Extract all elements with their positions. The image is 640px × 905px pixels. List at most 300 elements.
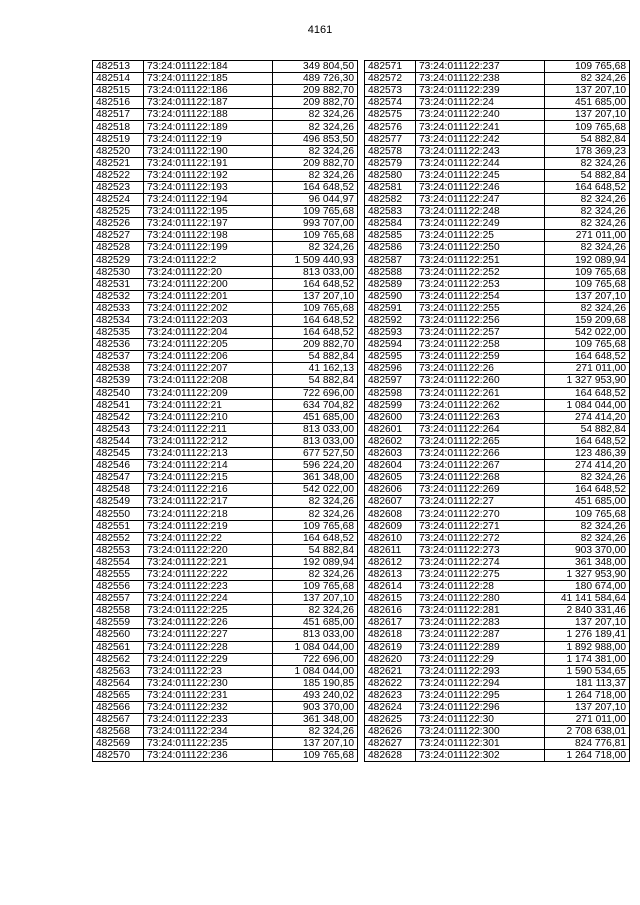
value-cell: 54 882,84 [545, 423, 630, 435]
table-row [365, 363, 630, 375]
value-cell: 361 348,00 [273, 472, 358, 484]
cadastral-number-cell: 73:24:011122:197 [144, 218, 273, 230]
table-row [93, 665, 358, 677]
value-cell: 361 348,00 [545, 556, 630, 568]
cadastral-number-cell: 73:24:011122:283 [416, 617, 545, 629]
value-cell: 209 882,70 [273, 85, 358, 97]
row-id-cell: 482530 [93, 266, 144, 278]
table-row [93, 61, 358, 73]
table-row [365, 73, 630, 85]
value-cell: 82 324,26 [273, 508, 358, 520]
row-id-cell: 482569 [93, 738, 144, 750]
cadastral-number-cell: 73:24:011122:296 [416, 701, 545, 713]
row-id-cell: 482556 [93, 581, 144, 593]
table-row [365, 544, 630, 556]
row-id-cell: 482531 [93, 278, 144, 290]
cadastral-number-cell: 73:24:011122:20 [144, 266, 273, 278]
value-cell: 1 327 953,90 [545, 568, 630, 580]
cadastral-number-cell: 73:24:011122:211 [144, 423, 273, 435]
cadastral-number-cell: 73:24:011122:234 [144, 726, 273, 738]
table-row [365, 218, 630, 230]
table-row [93, 85, 358, 97]
table-row [365, 556, 630, 568]
table-row [93, 641, 358, 653]
cadastral-number-cell: 73:24:011122:208 [144, 375, 273, 387]
table-row [93, 653, 358, 665]
row-id-cell: 482583 [365, 206, 416, 218]
table-row [93, 254, 358, 266]
table-row [365, 327, 630, 339]
cadastral-number-cell: 73:24:011122:228 [144, 641, 273, 653]
row-id-cell: 482595 [365, 351, 416, 363]
table-row [365, 738, 630, 750]
row-id-cell: 482514 [93, 73, 144, 85]
value-cell: 178 369,23 [545, 145, 630, 157]
cadastral-number-cell: 73:24:011122:235 [144, 738, 273, 750]
row-id-cell: 482610 [365, 532, 416, 544]
cadastral-number-cell: 73:24:011122:226 [144, 617, 273, 629]
cadastral-number-cell: 73:24:011122:206 [144, 351, 273, 363]
row-id-cell: 482513 [93, 61, 144, 73]
value-cell: 137 207,10 [545, 290, 630, 302]
cadastral-number-cell: 73:24:011122:214 [144, 460, 273, 472]
value-cell: 82 324,26 [545, 157, 630, 169]
value-cell: 82 324,26 [545, 206, 630, 218]
table-row [365, 290, 630, 302]
cadastral-number-cell: 73:24:011122:215 [144, 472, 273, 484]
value-cell: 82 324,26 [273, 568, 358, 580]
row-id-cell: 482552 [93, 532, 144, 544]
row-id-cell: 482565 [93, 689, 144, 701]
value-cell: 82 324,26 [273, 496, 358, 508]
cadastral-number-cell: 73:24:011122:225 [144, 605, 273, 617]
row-id-cell: 482593 [365, 327, 416, 339]
cadastral-number-cell: 73:24:011122:19 [144, 133, 273, 145]
row-id-cell: 482620 [365, 653, 416, 665]
value-cell: 109 765,68 [545, 278, 630, 290]
value-cell: 109 765,68 [273, 750, 358, 762]
cadastral-number-cell: 73:24:011122:240 [416, 109, 545, 121]
value-cell: 192 089,94 [273, 556, 358, 568]
table-row [365, 399, 630, 411]
row-id-cell: 482559 [93, 617, 144, 629]
cadastral-number-cell: 73:24:011122:27 [416, 496, 545, 508]
value-cell: 164 648,52 [545, 387, 630, 399]
value-cell: 82 324,26 [545, 242, 630, 254]
row-id-cell: 482597 [365, 375, 416, 387]
value-cell: 451 685,00 [545, 97, 630, 109]
row-id-cell: 482542 [93, 411, 144, 423]
cadastral-number-cell: 73:24:011122:247 [416, 194, 545, 206]
table-row [93, 363, 358, 375]
value-cell: 82 324,26 [545, 73, 630, 85]
value-cell: 82 324,26 [273, 242, 358, 254]
row-id-cell: 482534 [93, 314, 144, 326]
row-id-cell: 482567 [93, 714, 144, 726]
cadastral-number-cell: 73:24:011122:266 [416, 448, 545, 460]
value-cell: 274 414,20 [545, 460, 630, 472]
table-row [365, 448, 630, 460]
cadastral-number-cell: 73:24:011122:199 [144, 242, 273, 254]
cadastral-number-cell: 73:24:011122:281 [416, 605, 545, 617]
row-id-cell: 482602 [365, 435, 416, 447]
table-row [365, 677, 630, 689]
value-cell: 185 190,85 [273, 677, 358, 689]
value-cell: 137 207,10 [545, 85, 630, 97]
table-row [93, 520, 358, 532]
cadastral-number-cell: 73:24:011122:246 [416, 181, 545, 193]
table-row [93, 568, 358, 580]
value-cell: 109 765,68 [545, 121, 630, 133]
cadastral-number-cell: 73:24:011122:239 [416, 85, 545, 97]
cadastral-number-cell: 73:24:011122:204 [144, 327, 273, 339]
cadastral-number-cell: 73:24:011122:295 [416, 689, 545, 701]
cadastral-number-cell: 73:24:011122:250 [416, 242, 545, 254]
value-cell: 109 765,68 [273, 230, 358, 242]
row-id-cell: 482529 [93, 254, 144, 266]
cadastral-number-cell: 73:24:011122:251 [416, 254, 545, 266]
cadastral-number-cell: 73:24:011122:229 [144, 653, 273, 665]
table-row [365, 121, 630, 133]
row-id-cell: 482627 [365, 738, 416, 750]
table-row [93, 230, 358, 242]
table-row [365, 423, 630, 435]
table-row [365, 689, 630, 701]
value-cell: 159 209,68 [545, 314, 630, 326]
row-id-cell: 482538 [93, 363, 144, 375]
row-id-cell: 482600 [365, 411, 416, 423]
value-cell: 1 276 189,41 [545, 629, 630, 641]
table-row [365, 750, 630, 762]
cadastral-number-cell: 73:24:011122:280 [416, 593, 545, 605]
cadastral-number-cell: 73:24:011122:258 [416, 339, 545, 351]
row-id-cell: 482604 [365, 460, 416, 472]
row-id-cell: 482613 [365, 568, 416, 580]
table-row [93, 218, 358, 230]
value-cell: 109 765,68 [545, 266, 630, 278]
cadastral-number-cell: 73:24:011122:193 [144, 181, 273, 193]
value-cell: 1 264 718,00 [545, 689, 630, 701]
table-row [365, 714, 630, 726]
cadastral-number-cell: 73:24:011122:201 [144, 290, 273, 302]
value-cell: 164 648,52 [545, 435, 630, 447]
table-row [365, 387, 630, 399]
value-cell: 1 892 988,00 [545, 641, 630, 653]
row-id-cell: 482571 [365, 61, 416, 73]
cadastral-number-cell: 73:24:011122:244 [416, 157, 545, 169]
row-id-cell: 482619 [365, 641, 416, 653]
table-row [93, 460, 358, 472]
value-cell: 596 224,20 [273, 460, 358, 472]
table-row [93, 544, 358, 556]
cadastral-number-cell: 73:24:011122:248 [416, 206, 545, 218]
table-row [365, 568, 630, 580]
cadastral-number-cell: 73:24:011122:249 [416, 218, 545, 230]
cadastral-number-cell: 73:24:011122:238 [416, 73, 545, 85]
row-id-cell: 482598 [365, 387, 416, 399]
table-row [365, 629, 630, 641]
cadastral-number-cell: 73:24:011122:231 [144, 689, 273, 701]
table-row [93, 593, 358, 605]
table-row [365, 460, 630, 472]
row-id-cell: 482555 [93, 568, 144, 580]
row-id-cell: 482527 [93, 230, 144, 242]
cadastral-number-cell: 73:24:011122:186 [144, 85, 273, 97]
table-row [93, 629, 358, 641]
row-id-cell: 482611 [365, 544, 416, 556]
value-cell: 82 324,26 [273, 726, 358, 738]
value-cell: 1 509 440,93 [273, 254, 358, 266]
cadastral-number-cell: 73:24:011122:222 [144, 568, 273, 580]
row-id-cell: 482563 [93, 665, 144, 677]
value-cell: 722 696,00 [273, 387, 358, 399]
value-cell: 137 207,10 [545, 617, 630, 629]
row-id-cell: 482549 [93, 496, 144, 508]
value-cell: 54 882,84 [273, 351, 358, 363]
value-cell: 164 648,52 [545, 181, 630, 193]
value-cell: 109 765,68 [273, 206, 358, 218]
row-id-cell: 482608 [365, 508, 416, 520]
table-row [93, 266, 358, 278]
table-row [93, 302, 358, 314]
cadastral-number-cell: 73:24:011122:217 [144, 496, 273, 508]
row-id-cell: 482533 [93, 302, 144, 314]
table-row [365, 85, 630, 97]
row-id-cell: 482546 [93, 460, 144, 472]
cadastral-number-cell: 73:24:011122:213 [144, 448, 273, 460]
table-row [365, 375, 630, 387]
value-cell: 82 324,26 [545, 218, 630, 230]
cadastral-number-cell: 73:24:011122:26 [416, 363, 545, 375]
row-id-cell: 482592 [365, 314, 416, 326]
row-id-cell: 482578 [365, 145, 416, 157]
register-table-left [92, 60, 358, 762]
row-id-cell: 482622 [365, 677, 416, 689]
row-id-cell: 482607 [365, 496, 416, 508]
row-id-cell: 482573 [365, 85, 416, 97]
row-id-cell: 482544 [93, 435, 144, 447]
cadastral-number-cell: 73:24:011122:271 [416, 520, 545, 532]
value-cell: 82 324,26 [545, 194, 630, 206]
table-row [365, 641, 630, 653]
value-cell: 677 527,50 [273, 448, 358, 460]
row-id-cell: 482612 [365, 556, 416, 568]
row-id-cell: 482547 [93, 472, 144, 484]
value-cell: 451 685,00 [545, 496, 630, 508]
cadastral-number-cell: 73:24:011122:192 [144, 169, 273, 181]
row-id-cell: 482543 [93, 423, 144, 435]
table-row [365, 351, 630, 363]
cadastral-number-cell: 73:24:011122:190 [144, 145, 273, 157]
table-row [93, 411, 358, 423]
row-id-cell: 482616 [365, 605, 416, 617]
cadastral-number-cell: 73:24:011122:273 [416, 544, 545, 556]
cadastral-number-cell: 73:24:011122:223 [144, 581, 273, 593]
cadastral-number-cell: 73:24:011122:272 [416, 532, 545, 544]
table-row [93, 375, 358, 387]
value-cell: 82 324,26 [545, 472, 630, 484]
cadastral-number-cell: 73:24:011122:28 [416, 581, 545, 593]
table-row [93, 314, 358, 326]
table-row [365, 653, 630, 665]
row-id-cell: 482553 [93, 544, 144, 556]
value-cell: 271 011,00 [545, 230, 630, 242]
value-cell: 109 765,68 [273, 302, 358, 314]
value-cell: 164 648,52 [273, 327, 358, 339]
value-cell: 164 648,52 [273, 532, 358, 544]
value-cell: 41 141 584,64 [545, 593, 630, 605]
row-id-cell: 482519 [93, 133, 144, 145]
value-cell: 54 882,84 [273, 375, 358, 387]
cadastral-number-cell: 73:24:011122:260 [416, 375, 545, 387]
value-cell: 137 207,10 [273, 290, 358, 302]
table-row [365, 339, 630, 351]
table-row [93, 435, 358, 447]
row-id-cell: 482536 [93, 339, 144, 351]
table-row [93, 472, 358, 484]
row-id-cell: 482625 [365, 714, 416, 726]
cadastral-number-cell: 73:24:011122:257 [416, 327, 545, 339]
cadastral-number-cell: 73:24:011122:23 [144, 665, 273, 677]
table-row [365, 61, 630, 73]
table-row [93, 290, 358, 302]
row-id-cell: 482550 [93, 508, 144, 520]
cadastral-number-cell: 73:24:011122:195 [144, 206, 273, 218]
value-cell: 634 704,82 [273, 399, 358, 411]
table-row [93, 181, 358, 193]
row-id-cell: 482548 [93, 484, 144, 496]
cadastral-number-cell: 73:24:011122:275 [416, 568, 545, 580]
cadastral-number-cell: 73:24:011122:25 [416, 230, 545, 242]
value-cell: 192 089,94 [545, 254, 630, 266]
row-id-cell: 482579 [365, 157, 416, 169]
cadastral-number-cell: 73:24:011122:261 [416, 387, 545, 399]
table-row [93, 194, 358, 206]
row-id-cell: 482518 [93, 121, 144, 133]
table-row [365, 242, 630, 254]
row-id-cell: 482576 [365, 121, 416, 133]
value-cell: 82 324,26 [273, 605, 358, 617]
row-id-cell: 482562 [93, 653, 144, 665]
cadastral-number-cell: 73:24:011122:252 [416, 266, 545, 278]
row-id-cell: 482522 [93, 169, 144, 181]
row-id-cell: 482539 [93, 375, 144, 387]
value-cell: 137 207,10 [273, 593, 358, 605]
row-id-cell: 482523 [93, 181, 144, 193]
value-cell: 903 370,00 [545, 544, 630, 556]
table-row [93, 726, 358, 738]
table-row [93, 423, 358, 435]
value-cell: 489 726,30 [273, 73, 358, 85]
row-id-cell: 482526 [93, 218, 144, 230]
value-cell: 271 011,00 [545, 714, 630, 726]
table-row [93, 121, 358, 133]
value-cell: 164 648,52 [273, 314, 358, 326]
table-row [365, 302, 630, 314]
cadastral-number-cell: 73:24:011122:245 [416, 169, 545, 181]
table-row [365, 109, 630, 121]
table-row [365, 726, 630, 738]
value-cell: 209 882,70 [273, 339, 358, 351]
value-cell: 2 708 638,01 [545, 726, 630, 738]
table-row [93, 133, 358, 145]
cadastral-number-cell: 73:24:011122:265 [416, 435, 545, 447]
row-id-cell: 482516 [93, 97, 144, 109]
cadastral-number-cell: 73:24:011122:227 [144, 629, 273, 641]
cadastral-number-cell: 73:24:011122:194 [144, 194, 273, 206]
value-cell: 54 882,84 [545, 169, 630, 181]
table-row [365, 701, 630, 713]
cadastral-number-cell: 73:24:011122:268 [416, 472, 545, 484]
row-id-cell: 482535 [93, 327, 144, 339]
cadastral-number-cell: 73:24:011122:267 [416, 460, 545, 472]
row-id-cell: 482594 [365, 339, 416, 351]
table-row [365, 605, 630, 617]
table-row [365, 617, 630, 629]
value-cell: 993 707,00 [273, 218, 358, 230]
table-row [365, 254, 630, 266]
row-id-cell: 482561 [93, 641, 144, 653]
value-cell: 82 324,26 [545, 532, 630, 544]
table-row [93, 206, 358, 218]
table-row [93, 387, 358, 399]
value-cell: 54 882,84 [545, 133, 630, 145]
row-id-cell: 482606 [365, 484, 416, 496]
table-row [93, 677, 358, 689]
table-row [365, 230, 630, 242]
row-id-cell: 482624 [365, 701, 416, 713]
value-cell: 722 696,00 [273, 653, 358, 665]
value-cell: 451 685,00 [273, 411, 358, 423]
value-cell: 1 084 044,00 [273, 641, 358, 653]
row-id-cell: 482560 [93, 629, 144, 641]
table-row [365, 665, 630, 677]
row-id-cell: 482577 [365, 133, 416, 145]
row-id-cell: 482603 [365, 448, 416, 460]
table-row [365, 314, 630, 326]
table-row [365, 169, 630, 181]
row-id-cell: 482585 [365, 230, 416, 242]
table-row [93, 714, 358, 726]
row-id-cell: 482599 [365, 399, 416, 411]
table-row [93, 169, 358, 181]
table-row [365, 411, 630, 423]
row-id-cell: 482520 [93, 145, 144, 157]
row-id-cell: 482580 [365, 169, 416, 181]
row-id-cell: 482558 [93, 605, 144, 617]
cadastral-number-cell: 73:24:011122:262 [416, 399, 545, 411]
row-id-cell: 482623 [365, 689, 416, 701]
table-row [365, 97, 630, 109]
table-row [365, 133, 630, 145]
table-row [93, 689, 358, 701]
table-row [93, 351, 358, 363]
table-row [93, 484, 358, 496]
cadastral-number-cell: 73:24:011122:255 [416, 302, 545, 314]
row-id-cell: 482615 [365, 593, 416, 605]
row-id-cell: 482540 [93, 387, 144, 399]
table-row [365, 206, 630, 218]
table-row [93, 448, 358, 460]
table-row [365, 472, 630, 484]
table-row [365, 435, 630, 447]
value-cell: 1 084 044,00 [273, 665, 358, 677]
table-row [93, 556, 358, 568]
row-id-cell: 482582 [365, 194, 416, 206]
row-id-cell: 482532 [93, 290, 144, 302]
row-id-cell: 482570 [93, 750, 144, 762]
table-row [93, 242, 358, 254]
